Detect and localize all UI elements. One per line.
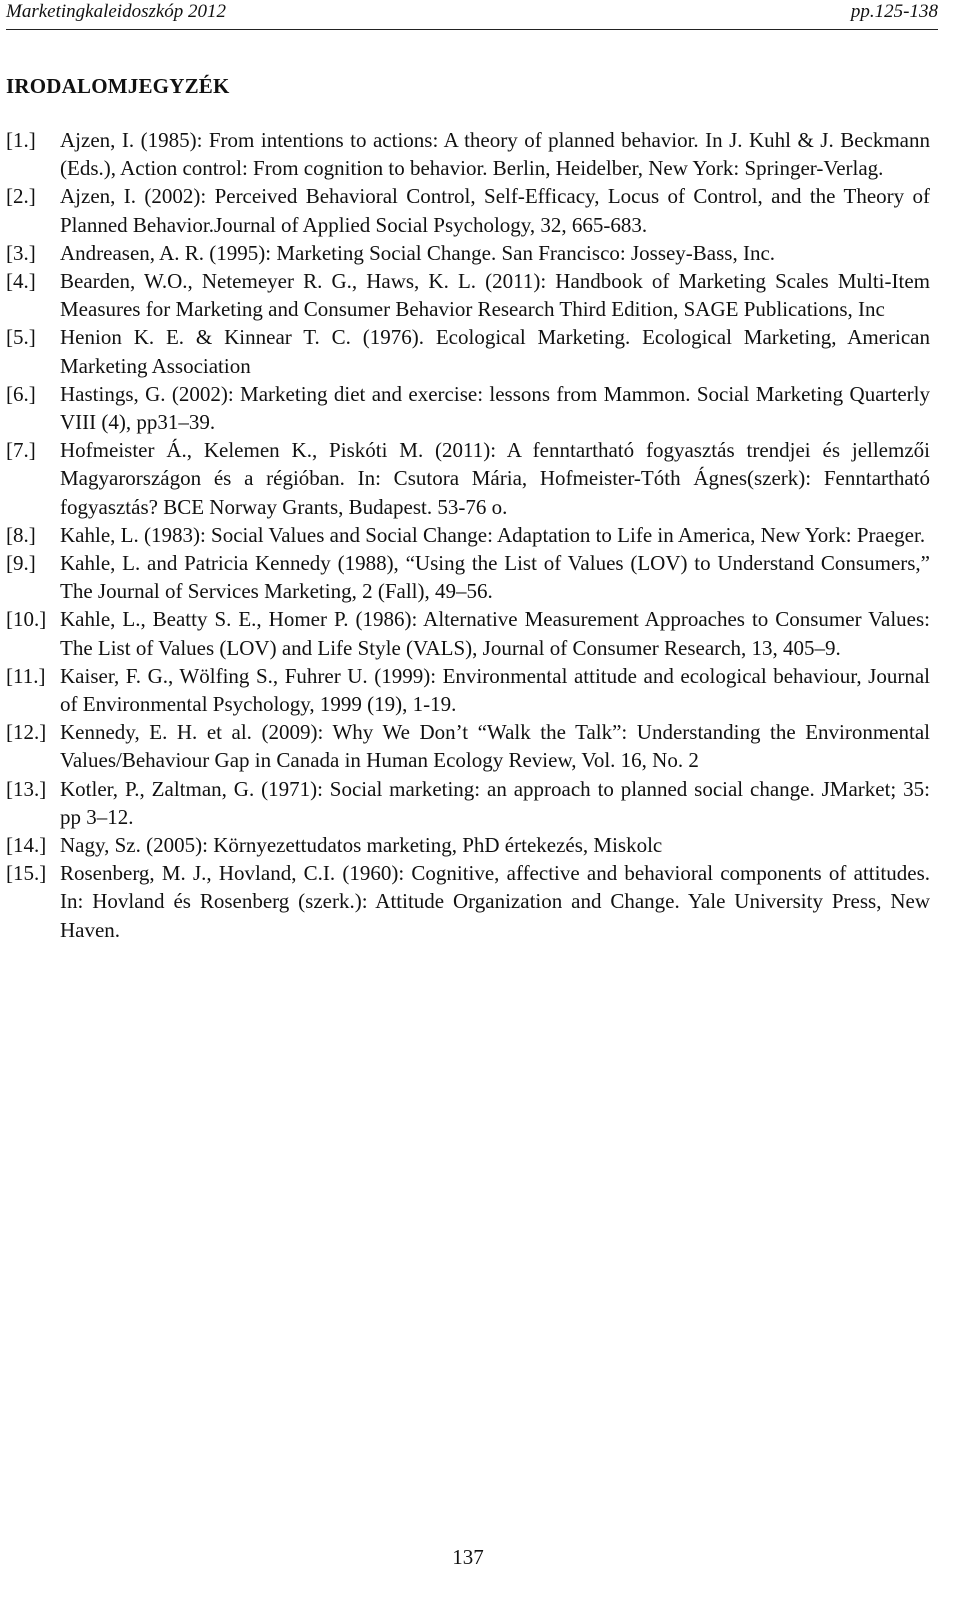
- reference-number: [3.]: [6, 240, 36, 265]
- reference-number: [4.]: [6, 269, 36, 294]
- reference-item-5: [6, 323, 930, 379]
- header-page-range: pp.125-138: [850, 1, 938, 22]
- reference-number: [14.]: [6, 833, 47, 858]
- reference-number: [7.]: [6, 438, 36, 463]
- reference-text: Kotler, P., Zaltman, G. (1971): Social marketing: an approach to planned social change. JMarket; 35: pp 3–12.: [60, 776, 930, 829]
- reference-item-13: [6, 775, 930, 831]
- reference-item-10: [6, 605, 930, 661]
- reference-item-14: [6, 831, 930, 859]
- reference-text: Hofmeister Á., Kelemen K., Piskóti M. (2011): A fenntartható fogyasztás trendjei és jellemzői Magyarországon és a régióban. In: Csutora Mária, Hofmeister-Tóth Ágnes(szerk): Fenntartható fogyasztás? BCE Norway Grants, Budapest. 53-76 o.: [60, 438, 930, 519]
- reference-number: [8.]: [6, 522, 36, 547]
- reference-number: [6.]: [6, 381, 36, 406]
- reference-number: [11.]: [6, 663, 46, 688]
- reference-item-9: [6, 549, 930, 605]
- reference-text: Ajzen, I. (2002): Perceived Behavioral Control, Self-Efficacy, Locus of Control, and the Theory of Planned Behavior.Journal of Applied Social Psychology, 32, 665-683.: [60, 184, 930, 237]
- reference-text: Kaiser, F. G., Wölfing S., Fuhrer U. (1999): Environmental attitude and ecological behaviour, Journal of Environmental Psychology, 1999 (19), 1-19.: [60, 663, 930, 717]
- reference-item-11: [6, 662, 930, 718]
- reference-number: [10.]: [6, 607, 47, 632]
- reference-text: Hastings, G. (2002): Marketing diet and exercise: lessons from Mammon. Social Marketing Quarterly VIII (4), pp31–39.: [60, 381, 930, 435]
- reference-item-12: [6, 718, 930, 774]
- page-header: [6, 0, 938, 28]
- reference-text: Rosenberg, M. J., Hovland, C.I. (1960): Cognitive, affective and behavioral components of attitudes. In: Hovland és Rosenberg (szerk.): Attitude Organization and Change. Yale University Press, New Haven.: [60, 861, 930, 942]
- reference-text: Andreasen, A. R. (1995): Marketing Social Change. San Francisco: Jossey-Bass, Inc.: [60, 240, 776, 265]
- reference-number: [15.]: [6, 861, 47, 886]
- reference-item-1: [6, 126, 930, 182]
- reference-item-4: [6, 267, 930, 323]
- reference-number: [12.]: [6, 720, 47, 745]
- reference-text: Kahle, L., Beatty S. E., Homer P. (1986): Alternative Measurement Approaches to Consumer Values: The List of Values (LOV) and Life Style (VALS), Journal of Consumer Research, 13, 405–9.: [60, 607, 930, 660]
- reference-number: [9.]: [6, 551, 36, 576]
- reference-text: Kahle, L. and Patricia Kennedy (1988), “Using the List of Values (LOV) to Understand Consumers,” The Journal of Services Marketing, 2 (Fall), 49–56.: [60, 551, 930, 604]
- reference-number: [5.]: [6, 325, 36, 350]
- reference-text: Bearden, W.O., Netemeyer R. G., Haws, K. L. (2011): Handbook of Marketing Scales Multi-Item Measures for Marketing and Consumer Behavior Research Third Edition, SAGE Publications, Inc: [60, 269, 930, 322]
- reference-number: [2.]: [6, 184, 36, 209]
- reference-item-15: [6, 859, 930, 944]
- reference-list: [6, 126, 930, 944]
- header-journal-title: Marketingkaleidoszkóp 2012: [6, 1, 227, 22]
- reference-item-6: [6, 380, 930, 436]
- reference-item-2: [6, 182, 930, 238]
- reference-number: [1.]: [6, 128, 36, 152]
- page-number: 137: [452, 1545, 484, 1569]
- reference-text: Nagy, Sz. (2005): Környezettudatos marketing, PhD értekezés, Miskolc: [60, 833, 663, 858]
- reference-item-8: [6, 521, 930, 549]
- reference-text: Kennedy, E. H. et al. (2009): Why We Don’t “Walk the Talk”: Understanding the Environmental Values/Behaviour Gap in Canada in Human Ecology Review, Vol. 16, No. 2: [60, 720, 930, 773]
- header-divider: [6, 29, 938, 30]
- section-title: IRODALOMJEGYZÉK: [6, 74, 230, 98]
- reference-item-3: [6, 239, 930, 267]
- reference-text: Henion K. E. & Kinnear T. C. (1976). Ecological Marketing. Ecological Marketing, American Marketing Association: [60, 325, 930, 378]
- reference-text: Kahle, L. (1983): Social Values and Social Change: Adaptation to Life in America, New York: Praeger.: [60, 522, 926, 547]
- reference-text: Ajzen, I. (1985): From intentions to actions: A theory of planned behavior. In J. Kuhl & J. Beckmann (Eds.), Action control: From cognition to behavior. Berlin, Heidelber, New York: Springer-Verlag.: [60, 128, 930, 181]
- reference-number: [13.]: [6, 776, 47, 801]
- reference-item-7: [6, 436, 930, 521]
